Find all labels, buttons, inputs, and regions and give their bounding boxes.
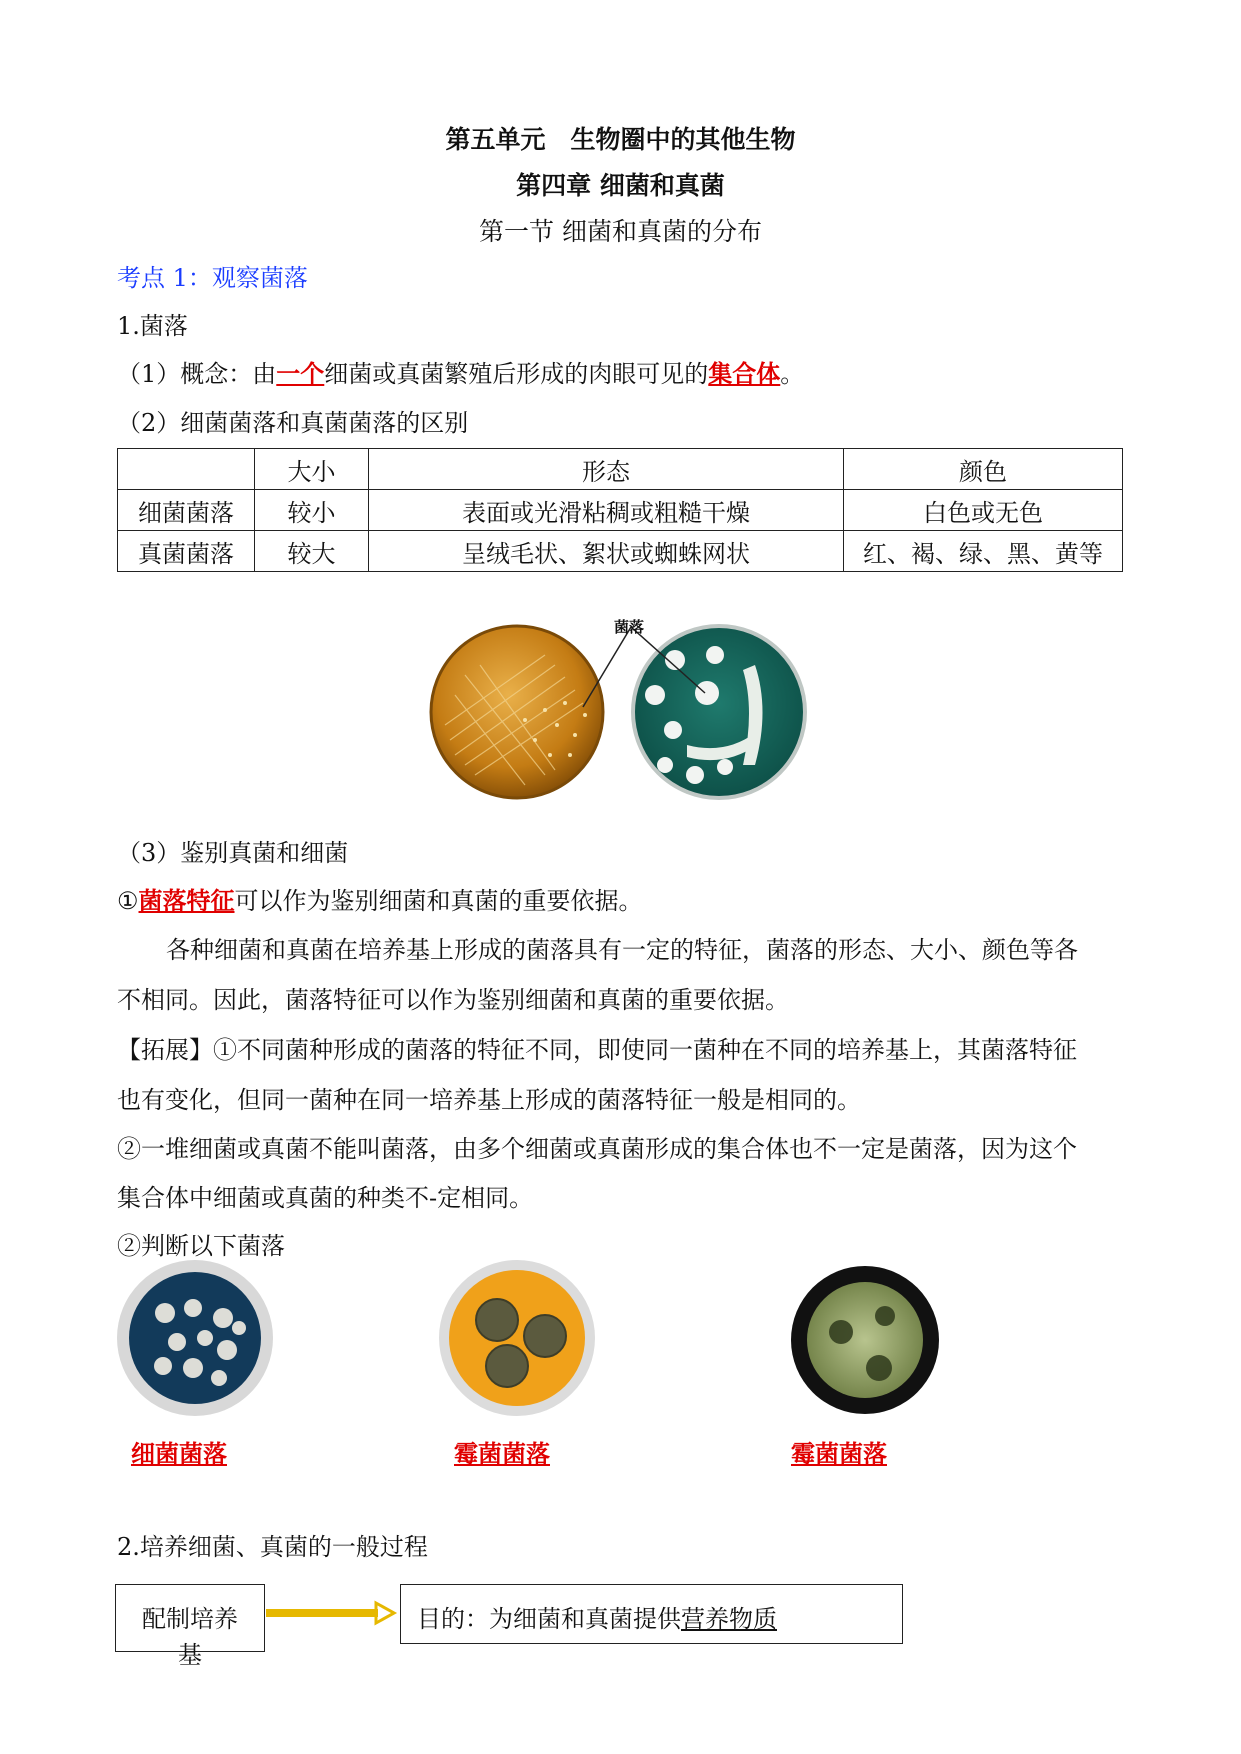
judge-label-1: 细菌菌落	[131, 1439, 227, 1468]
flow-step-label-cut: 基	[178, 1641, 202, 1669]
table-cell: 表面或光滑粘稠或粗糙干燥	[369, 490, 844, 531]
table-cell: 细菌菌落	[118, 490, 255, 531]
bacteria-dish	[431, 626, 603, 798]
point-1-line	[117, 881, 643, 916]
comparison-table	[117, 448, 1123, 572]
flow-step-box	[115, 1584, 265, 1669]
kaodian-heading: 考点 1：观察菌落	[117, 264, 308, 292]
paragraph-line: 各种细菌和真菌在培养基上形成的菌落具有一定的特征，菌落的形态、大小、颜色等各	[166, 936, 1078, 964]
flow-purpose-box	[400, 1584, 903, 1644]
judge-heading: ②判断以下菌落	[117, 1232, 285, 1260]
table-cell: 白色或无色	[844, 490, 1123, 531]
mold-colony-dish-2	[789, 1264, 941, 1416]
extension-line: 集合体中细菌或真菌的种类不-定相同。	[117, 1184, 534, 1212]
identify-heading: （3）鉴别真菌和细菌	[117, 839, 349, 867]
item-1-heading: 1.菌落	[117, 312, 188, 340]
extension-line: 【拓展】①不同菌种形成的菌落的特征不同，即使同一菌种在不同的培养基上，其菌落特征	[117, 1036, 1077, 1064]
flow-purpose-key: 营养物质	[681, 1605, 777, 1633]
chapter-title: 第四章 细菌和真菌	[516, 171, 725, 200]
table-header-cell: 大小	[255, 449, 369, 490]
concept-suffix: 。	[780, 360, 805, 388]
concept-line	[117, 354, 804, 389]
point-1-key: 菌落特征	[138, 886, 235, 915]
concept-key-2: 集合体	[708, 359, 781, 388]
item-2-heading: 2.培养细菌、真菌的一般过程	[117, 1533, 428, 1561]
table-row	[118, 531, 1123, 572]
table-header-cell: 形态	[369, 449, 844, 490]
diff-heading: （2）细菌菌落和真菌菌落的区别	[117, 409, 469, 437]
extension-line: 也有变化，但同一菌种在同一培养基上形成的菌落特征一般是相同的。	[117, 1086, 861, 1114]
figure-label: 菌落	[614, 618, 645, 636]
flow-purpose-text	[417, 1599, 777, 1634]
table-header-cell: 颜色	[844, 449, 1123, 490]
colony-figure	[425, 615, 815, 805]
table-cell: 呈绒毛状、絮状或蜘蛛网状	[369, 531, 844, 572]
concept-key-1: 一个	[276, 359, 325, 388]
bacteria-colony-dish	[115, 1258, 275, 1418]
table-cell: 真菌菌落	[118, 531, 255, 572]
concept-mid: 细菌或真菌繁殖后形成的肉眼可见的	[324, 360, 709, 388]
table-cell: 较小	[255, 490, 369, 531]
mold-colony-dish-1	[437, 1258, 597, 1418]
paragraph-line: 不相同。因此，菌落特征可以作为鉴别细菌和真菌的重要依据。	[117, 986, 789, 1014]
extension-line: ②一堆细菌或真菌不能叫菌落，由多个细菌或真菌形成的集合体也不一定是菌落，因为这个	[117, 1135, 1077, 1163]
flow-step-label: 配制培养	[142, 1605, 238, 1633]
judge-label-2: 霉菌菌落	[454, 1439, 550, 1468]
section-title: 第一节 细菌和真菌的分布	[479, 217, 762, 246]
flow-purpose-prefix: 目的：为细菌和真菌提供	[417, 1605, 681, 1633]
point-1-rest: 可以作为鉴别细菌和真菌的重要依据。	[234, 887, 643, 915]
concept-prefix: （1）概念：由	[117, 360, 277, 388]
table-row	[118, 490, 1123, 531]
table-header-cell	[118, 449, 255, 490]
table-header-row	[118, 449, 1123, 490]
judge-label-3: 霉菌菌落	[791, 1439, 887, 1468]
point-1-number: ①	[117, 887, 139, 915]
unit-title: 第五单元 生物圈中的其他生物	[445, 125, 796, 154]
table-cell: 较大	[255, 531, 369, 572]
flow-arrow-icon	[266, 1601, 396, 1625]
table-cell: 红、褐、绿、黑、黄等	[844, 531, 1123, 572]
